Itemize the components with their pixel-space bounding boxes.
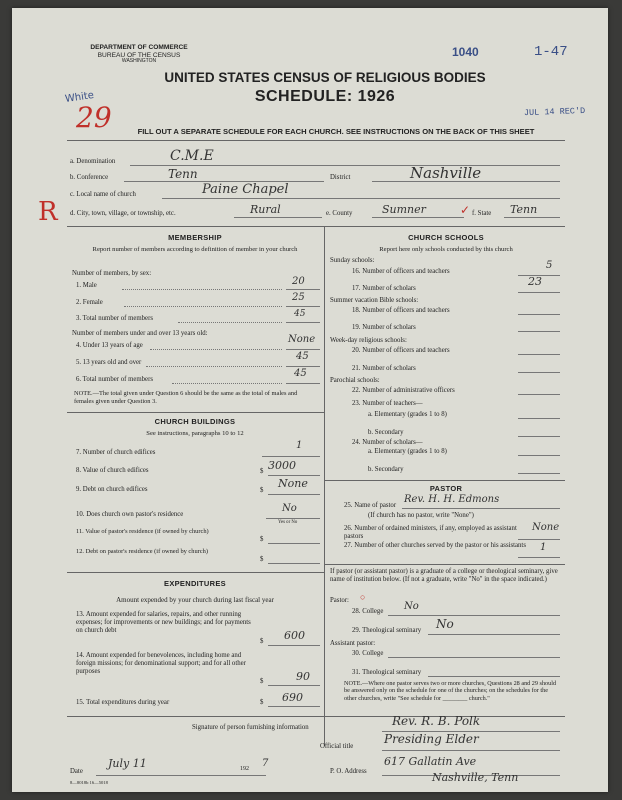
dollar-sign: $ [260,638,264,645]
po-address-city: Nashville, Tenn [432,771,519,784]
benevolences-label: 14. Amount expended for benevolences, including home and foreign missions; for denominational support; and for all other purposes [76,652,246,676]
edifices-count-value: 1 [296,440,303,451]
q25-value: Rev. H. H. Edmons [404,494,500,505]
pastor-heading: Pastor: [330,597,349,604]
total6-leader [172,383,282,384]
year-printed: 192 [240,766,249,772]
annotation-r: R [38,197,58,227]
dollar-sign: $ [260,678,264,685]
county-value: Sumner [382,203,426,216]
residence-value-label: 11. Value of pastor's residence (if owned by church) [76,528,209,535]
q29-line [428,634,560,635]
q24-label: 24. Number of scholars— [352,439,423,446]
total6-label: 6. Total number of members [76,376,153,383]
male-value: 20 [292,276,305,287]
edifices-count-line [262,456,320,457]
q18-label: 18. Number of officers and teachers [352,307,450,314]
debt-label: 9. Debt on church edifices [76,486,148,493]
under13-leader [150,349,282,350]
under13-value: None [288,334,316,345]
membership-title: MEMBERSHIP [168,233,222,242]
q17-label: 17. Number of scholars [352,285,416,292]
expenditures-subtitle: Amount expended by your church during last fiscal year [116,596,274,604]
salaries-line [268,645,320,646]
city-line [234,217,322,218]
residence-own-line [266,518,320,519]
column-divider [324,226,325,746]
edifices-value-label: 8. Value of church edifices [76,467,149,474]
pastor-circle-mark: ○ [360,592,366,602]
date-line [96,775,266,776]
received-stamp: JUL 14 REC'D [523,105,586,119]
membership-subtitle: Report number of members according to definition of member in your church [92,246,298,253]
denomination-line [130,165,560,166]
q19-label: 19. Number of scholars [352,324,416,331]
schedule-title: SCHEDULE: 1926 [254,88,396,105]
q29-value: No [436,617,454,631]
q24b-line [518,473,560,474]
q16-value: 5 [546,260,553,271]
q20-line [518,354,560,355]
over13-line [286,366,320,367]
county-line [372,217,464,218]
total-expend-value: 690 [282,691,303,704]
salaries-value: 600 [284,629,305,642]
q24a-label: a. Elementary (grades 1 to 8) [368,448,447,455]
q21-label: 21. Number of scholars [352,365,416,372]
state-value: Tenn [510,203,538,216]
benevolences-line [268,685,320,686]
q22-label: 22. Number of administrative officers [352,387,455,394]
local-name-value: Paine Chapel [202,182,289,197]
q17-value: 23 [528,275,542,288]
residence-own-label: 10. Does church own pastor's residence [76,511,184,518]
official-title-label: Official title [320,743,354,750]
residence-value-line [268,543,320,544]
q30-line [388,657,560,658]
total6-value: 45 [294,368,307,379]
q25-line [402,508,560,509]
county-check-mark: ✓ [460,203,471,217]
over13-label: 5. 13 years old and over [76,359,142,366]
q28-value: No [404,601,419,612]
signature-label: Signature of person furnishing information [192,724,309,731]
divider [67,716,565,717]
residence-debt-line [268,563,320,564]
female-value: 25 [292,292,305,303]
signature-value: Rev. R. B. Polk [392,714,481,728]
residence-debt-label: 12. Debt on pastor's residence (if owned by church) [76,548,208,555]
q25-hint: (If church has no pastor, write "None") [368,512,474,519]
po-address-label: P. O. Address [330,768,367,775]
total-members-line [286,322,320,323]
pastor-note: NOTE.—Where one pastor serves two or more churches, Questions 28 and 29 should be answered only on the schedule for one of the churches; on the schedules for the other churches, write "See schedule for ________ church." [344,680,557,702]
q26-value: None [532,522,560,533]
over13-value: 45 [296,351,309,362]
q29-label: 29. Theological seminary [352,627,422,634]
county-label: e. County [326,210,353,217]
denomination-label: a. Denomination [70,158,116,165]
district-label: District [330,174,351,181]
q27-line [518,557,560,558]
po-address-value: 617 Gallatin Ave [384,755,477,768]
membership-note: NOTE.—The total given under Question 6 should be the same as the total of males and females given under Question 3. [74,390,298,405]
dollar-sign: $ [260,556,264,563]
total-expend-line [268,706,320,707]
bureau-name: BUREAU OF THE CENSUS [97,51,181,59]
summer-heading: Summer vacation Bible schools: [330,297,419,304]
total-members-value: 45 [294,309,306,319]
female-label: 2. Female [76,299,103,306]
salaries-label: 13. Amount expended for salaries, repairs, and other running expenses; for improvements or new buildings; and for payments on church debt [76,611,251,635]
form-title: UNITED STATES CENSUS OF RELIGIOUS BODIES [164,70,486,85]
q26-line [518,539,560,540]
file-number: 1-47 [534,44,568,60]
official-title-line [382,750,560,751]
schools-subtitle: Report here only schools conducted by this church [379,246,513,253]
under13-label: 4. Under 13 years of age [76,342,143,349]
dollar-sign: $ [260,699,264,706]
buildings-subtitle: See instructions, paragraphs 10 to 12 [146,430,244,437]
state-label: f. State [472,210,492,217]
form-code: 8—8018b 16—5018 [70,780,108,785]
q24b-label: b. Secondary [368,466,404,473]
weekday-heading: Week-day religious schools: [330,337,407,344]
divider [324,480,565,481]
edifices-count-label: 7. Number of church edifices [76,449,156,456]
benevolences-value: 90 [296,670,310,683]
city-value: Rural [250,203,281,216]
divider [67,140,565,141]
divider [67,412,324,413]
q18-line [518,314,560,315]
q19-line [518,331,560,332]
date-label: Date [70,768,83,775]
total-members-leader [178,322,282,323]
female-leader [124,306,282,307]
year-value: 7 [262,758,269,769]
debt-line [268,494,320,495]
q23-label: 23. Number of teachers— [352,400,423,407]
stamp-number: 1040 [452,45,479,59]
dollar-sign: $ [260,487,264,494]
denomination-value: C.M.E [170,148,214,164]
state-line [504,217,560,218]
q31-label: 31. Theological seminary [352,669,422,676]
q30-label: 30. College [352,650,384,657]
under13-line [286,349,320,350]
q25-label: 25. Name of pastor [344,502,397,509]
annotation-number: 29 [76,101,112,134]
q20-label: 20. Number of officers and teachers [352,347,450,354]
edifices-value-value: 3000 [268,459,296,472]
department-name: DEPARTMENT OF COMMERCE [90,44,188,51]
q23a-label: a. Elementary (grades 1 to 8) [368,411,447,418]
q16-label: 16. Number of officers and teachers [352,268,450,275]
male-label: 1. Male [76,282,97,289]
divider [67,226,565,227]
male-leader [122,289,282,290]
q23b-line [518,436,560,437]
male-line [286,289,320,290]
divider [67,572,324,573]
debt-value: None [278,477,308,490]
q23b-label: b. Secondary [368,429,404,436]
yes-no-hint: Yes or No [278,520,298,525]
official-title-value: Presiding Elder [384,732,479,746]
date-value: July 11 [108,757,147,770]
assistant-heading: Assistant pastor: [330,640,376,647]
q27-label: 27. Number of other churches served by the pastor or his assistants [344,542,526,549]
residence-own-value: No [282,503,297,514]
over13-leader [146,366,282,367]
edifices-value-line [268,475,320,476]
dollar-sign: $ [260,468,264,475]
census-form [12,8,608,792]
annotation-white: White [64,90,95,105]
age-heading: Number of members under and over 13 years old: [72,330,208,337]
schools-title: CHURCH SCHOOLS [408,233,484,242]
local-name-line [162,198,560,199]
divider [324,564,565,565]
total6-line [286,383,320,384]
expenditures-title: EXPENDITURES [164,579,226,588]
college-instruction: If pastor (or assistant pastor) is a graduate of a college or theological seminary, give name of institution below. (If not a graduate, write "No" in the space indicated.) [330,568,558,584]
sunday-heading: Sunday schools: [330,257,375,264]
total-members-label: 3. Total number of members [76,315,153,322]
bureau-city: WASHINGTON [121,58,157,65]
membership-sex-heading: Number of members, by sex: [72,270,152,277]
department-header [64,44,214,65]
buildings-title: CHURCH BUILDINGS [154,417,236,426]
q28-line [388,615,560,616]
local-name-label: c. Local name of church [70,191,136,198]
q31-line [428,676,560,677]
q22-line [518,394,560,395]
instruction-line: FILL OUT A SEPARATE SCHEDULE FOR EACH CHURCH. SEE INSTRUCTIONS ON THE BACK OF THIS SHEET [137,127,535,136]
q28-label: 28. College [352,608,384,615]
q17-line [518,292,560,293]
conference-value: Tenn [168,167,198,181]
total-expend-label: 15. Total expenditures during year [76,699,170,706]
dollar-sign: $ [260,536,264,543]
q24a-line [518,455,560,456]
q23a-line [518,418,560,419]
district-value: Nashville [410,164,482,182]
q21-line [518,372,560,373]
female-line [286,306,320,307]
q27-value: 1 [540,542,547,553]
pastor-title: PASTOR [429,484,463,493]
parochial-heading: Parochial schools: [330,377,380,384]
conference-label: b. Conference [70,174,109,181]
q26-label: 26. Number of ordained ministers, if any, employed as assistant pastors [344,525,517,541]
city-label: d. City, town, village, or township, etc. [70,210,176,217]
